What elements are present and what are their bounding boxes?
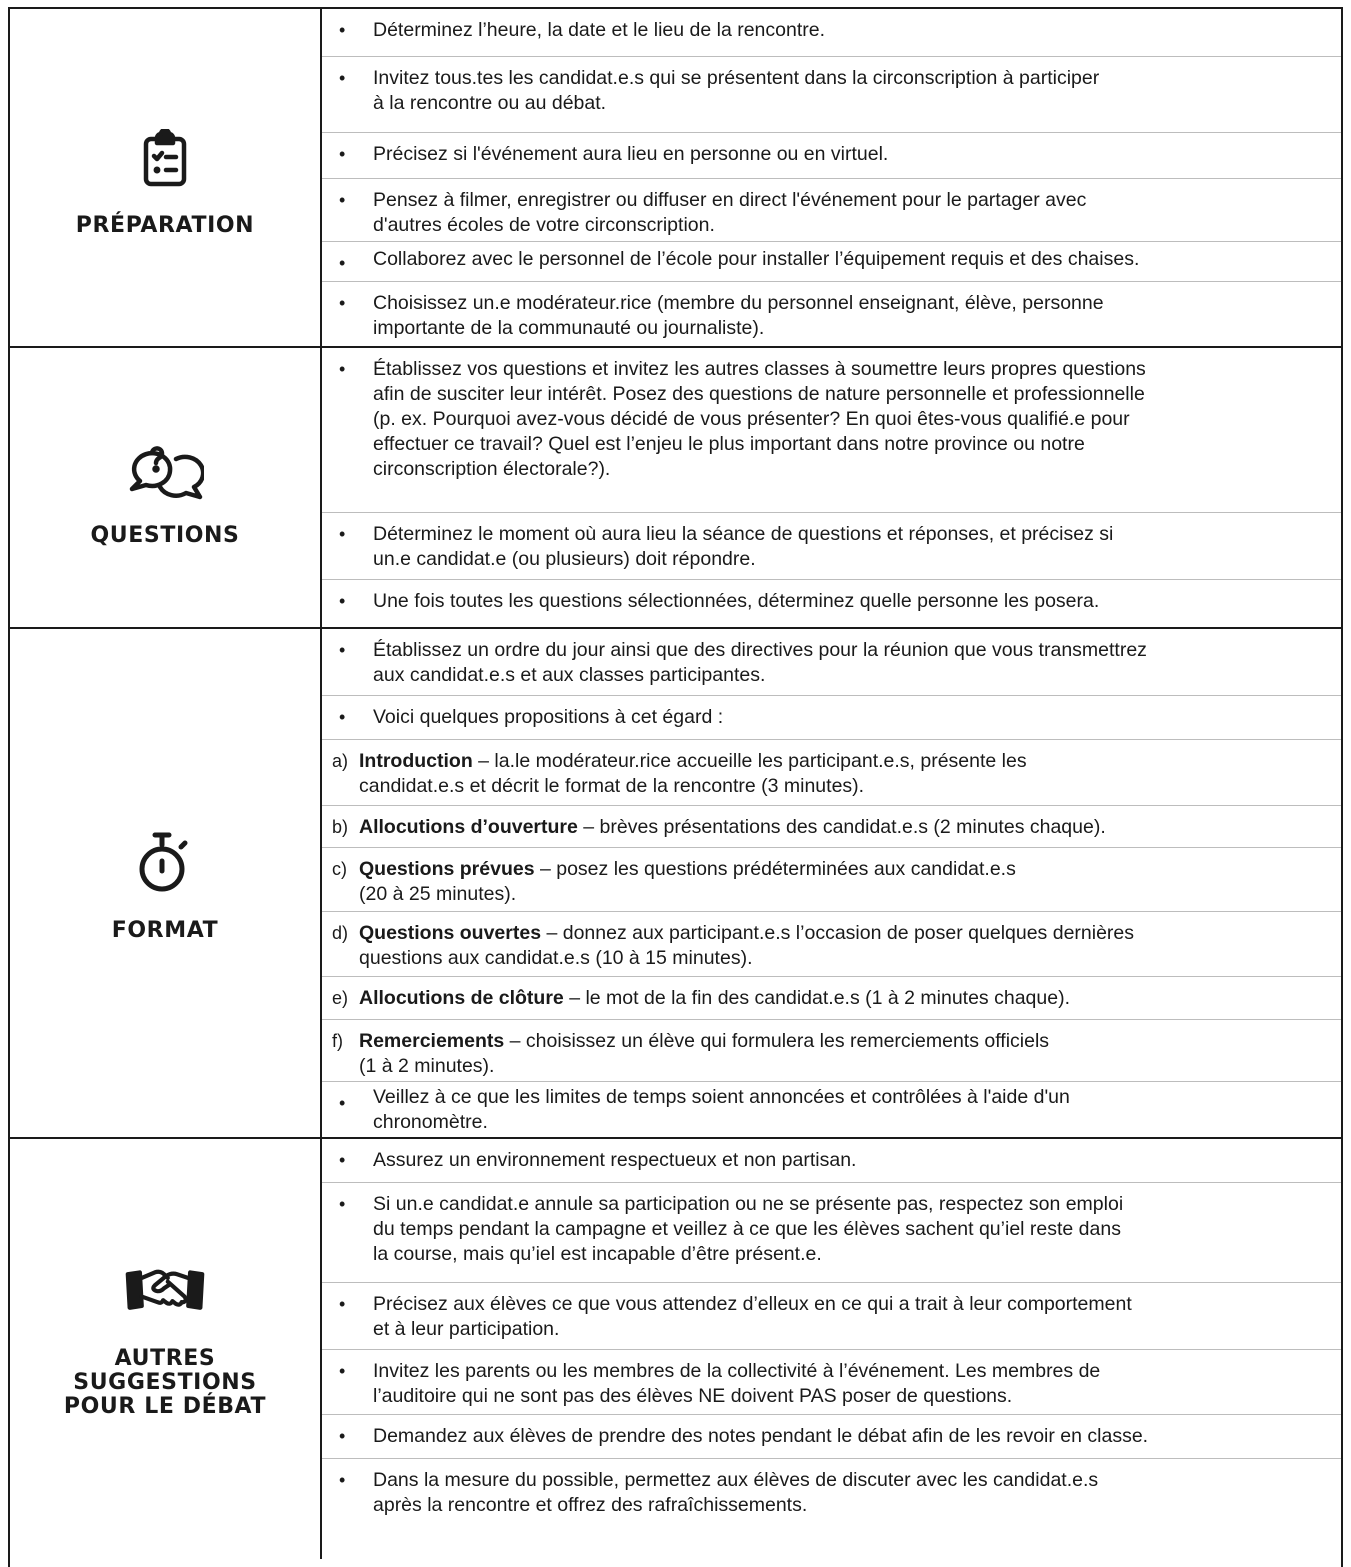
list-item: [322, 179, 1341, 242]
list-item: [322, 696, 1341, 740]
letter-marker: d): [332, 923, 349, 943]
letter-marker: b): [332, 817, 349, 837]
bullet-marker: •: [339, 1426, 346, 1446]
list-item: [322, 9, 1341, 57]
item-text: Établissez un ordre du jour ainsi que des directives pour la réunion que vous transmettrez aux candidat.e.s et aux classes participantes.: [373, 639, 1147, 686]
bullet-marker: •: [339, 1150, 346, 1170]
item-text: [359, 921, 1331, 971]
section-items: [322, 629, 1341, 1137]
list-item: [322, 282, 1341, 346]
letter-marker: f): [332, 1031, 343, 1051]
item-text: Dans la mesure du possible, permettez aux élèves de discuter avec les candidat.e.s après la rencontre et offrez des rafraîchissements.: [373, 1469, 1099, 1516]
section-title-line: FORMAT: [111, 918, 219, 943]
list-item: [322, 348, 1341, 513]
item-text: Invitez tous.tes les candidat.e.s qui se présentent dans la circonscription à participer à la rencontre ou au débat.: [373, 67, 1100, 114]
list-item: [322, 740, 1341, 806]
bullet-marker: •: [339, 1194, 346, 1214]
list-item: [322, 242, 1341, 282]
bullet-marker: •: [339, 144, 346, 164]
item-text: [359, 857, 1331, 907]
section-header: [10, 629, 322, 1137]
item-text: Si un.e candidat.e annule sa participation ou ne se présente pas, respectez son emploi du temps pendant la campagne et veillez à ce que les élèves sachent qu’iel reste dans la course, mais qu’iel est incapable d’être présent.e.: [373, 1193, 1124, 1265]
list-item: [322, 133, 1341, 179]
handshake-icon: [125, 1251, 205, 1331]
item-text: [359, 1029, 1331, 1079]
list-item: [322, 629, 1341, 696]
section-questions: [10, 348, 1341, 629]
list-item: [322, 1139, 1341, 1183]
item-text: Invitez les parents ou les membres de la collectivité à l’événement. Les membres de l’auditoire qui ne sont pas des élèves NE doivent PAS poser de questions.: [373, 1360, 1101, 1407]
item-description: – le mot de la fin des candidat.e.s (1 à 2 minutes chaque).: [563, 987, 1070, 1009]
letter-marker: e): [332, 988, 349, 1008]
section-items: [322, 9, 1341, 346]
list-item: [322, 848, 1341, 912]
bullet-marker: •: [339, 253, 346, 273]
bullet-marker: •: [339, 1470, 346, 1490]
section-header: [10, 348, 322, 627]
item-description: – posez les questions prédéterminées aux candidat.e.s (20 à 25 minutes).: [359, 858, 1016, 905]
list-item: [322, 1183, 1341, 1283]
section-header: [10, 9, 322, 346]
item-bold-label: Questions ouvertes: [359, 922, 542, 944]
guidelines-table: [8, 7, 1343, 1567]
item-description: – choisissez un élève qui formulera les remerciements officiels (1 à 2 minutes).: [359, 1030, 1050, 1077]
list-item: [322, 977, 1341, 1020]
bullet-marker: •: [339, 190, 346, 210]
section-title-line: POUR LE DÉBAT: [63, 1394, 267, 1419]
section-preparation: [10, 9, 1341, 348]
section-title: [64, 1347, 266, 1419]
item-description: – donnez aux participant.e.s l’occasion de poser quelques dernières questions aux candidat.e.s (10 à 15 minutes).: [359, 922, 1135, 969]
section-title-line: QUESTIONS: [90, 522, 240, 548]
section-title: [76, 214, 254, 238]
item-text: Voici quelques propositions à cet égard :: [373, 706, 724, 728]
item-description: – brèves présentations des candidat.e.s (2 minutes chaque).: [577, 816, 1106, 838]
bullet-marker: •: [339, 707, 346, 727]
item-description: – la.le modérateur.rice accueille les participant.e.s, présente les candidat.e.s et décrit le format de la rencontre (3 minutes).: [359, 750, 1027, 797]
item-bold-label: Introduction: [359, 750, 473, 772]
list-item: [322, 1415, 1341, 1459]
list-item: [322, 1350, 1341, 1415]
bullet-marker: •: [339, 1361, 346, 1381]
item-bold-label: Questions prévues: [359, 858, 535, 880]
list-item: [322, 580, 1341, 627]
bullet-marker: •: [339, 20, 346, 40]
section-items: [322, 348, 1341, 627]
item-text: Une fois toutes les questions sélectionnées, déterminez quelle personne les posera.: [373, 590, 1100, 612]
bullet-marker: •: [339, 640, 346, 660]
item-text: Déterminez le moment où aura lieu la séance de questions et réponses, et précisez si un.e candidat.e (ou plusieurs) doit répondre.: [373, 523, 1114, 570]
bullet-marker: •: [339, 524, 346, 544]
item-text: Précisez si l'événement aura lieu en personne ou en virtuel.: [373, 143, 889, 165]
clipboard-checklist-icon: [125, 118, 205, 198]
item-text: Demandez aux élèves de prendre des notes pendant le débat afin de les revoir en classe.: [373, 1425, 1149, 1447]
item-text: Établissez vos questions et invitez les autres classes à soumettre leurs propres questions afin de susciter leur intérêt. Posez des questions de nature personnelle et professionnelle (p. ex. Pourquoi avez-vous décidé de vous présenter? En quoi êtes-vous qualifié.e pour effectuer ce travail? Quel est l’enjeu le plus important dans notre province ou notre circonscription électorale?).: [373, 358, 1146, 480]
item-text: [359, 749, 1331, 799]
speech-bubbles-question-icon: [125, 428, 205, 508]
section-title-line: AUTRES: [114, 1346, 216, 1371]
bullet-marker: •: [339, 293, 346, 313]
list-item: [322, 806, 1341, 848]
section-items: [322, 1139, 1341, 1559]
section-other-suggestions: [10, 1139, 1341, 1559]
bullet-marker: •: [339, 1294, 346, 1314]
section-title-line: SUGGESTIONS: [73, 1370, 257, 1395]
bullet-marker: •: [339, 68, 346, 88]
item-bold-label: Remerciements: [359, 1030, 505, 1052]
list-item: [322, 1082, 1341, 1137]
section-title: [91, 524, 240, 548]
item-text: [359, 815, 1331, 840]
item-bold-label: Allocutions d’ouverture: [359, 816, 578, 838]
section-title: [112, 919, 219, 943]
letter-marker: a): [332, 751, 349, 771]
item-text: Choisissez un.e modérateur.rice (membre du personnel enseignant, élève, personne importante de la communauté ou journaliste).: [373, 292, 1104, 339]
item-text: Pensez à filmer, enregistrer ou diffuser en direct l'événement pour le partager avec d'autres écoles de votre circonscription.: [373, 189, 1087, 236]
list-item: [322, 912, 1341, 977]
list-item: [322, 1283, 1341, 1350]
letter-marker: c): [332, 859, 347, 879]
stopwatch-icon: [125, 823, 205, 903]
item-bold-label: Allocutions de clôture: [359, 987, 564, 1009]
list-item: [322, 1459, 1341, 1559]
item-text: Collaborez avec le personnel de l’école pour installer l’équipement requis et des chaises.: [373, 248, 1140, 270]
bullet-marker: •: [339, 359, 346, 379]
section-title-line: PRÉPARATION: [75, 212, 255, 238]
section-header: [10, 1139, 322, 1559]
bullet-marker: •: [339, 1093, 346, 1113]
list-item: [322, 57, 1341, 133]
bullet-marker: •: [339, 591, 346, 611]
item-text: Déterminez l’heure, la date et le lieu de la rencontre.: [373, 19, 826, 41]
section-format: [10, 629, 1341, 1139]
item-text: Veillez à ce que les limites de temps soient annoncées et contrôlées à l'aide d'un chronomètre.: [373, 1086, 1070, 1133]
item-text: Précisez aux élèves ce que vous attendez d’elleux en ce qui a trait à leur comportement et à leur participation.: [373, 1293, 1132, 1340]
item-text: Assurez un environnement respectueux et non partisan.: [373, 1149, 857, 1171]
list-item: [322, 1020, 1341, 1082]
item-text: [359, 986, 1331, 1011]
list-item: [322, 513, 1341, 580]
